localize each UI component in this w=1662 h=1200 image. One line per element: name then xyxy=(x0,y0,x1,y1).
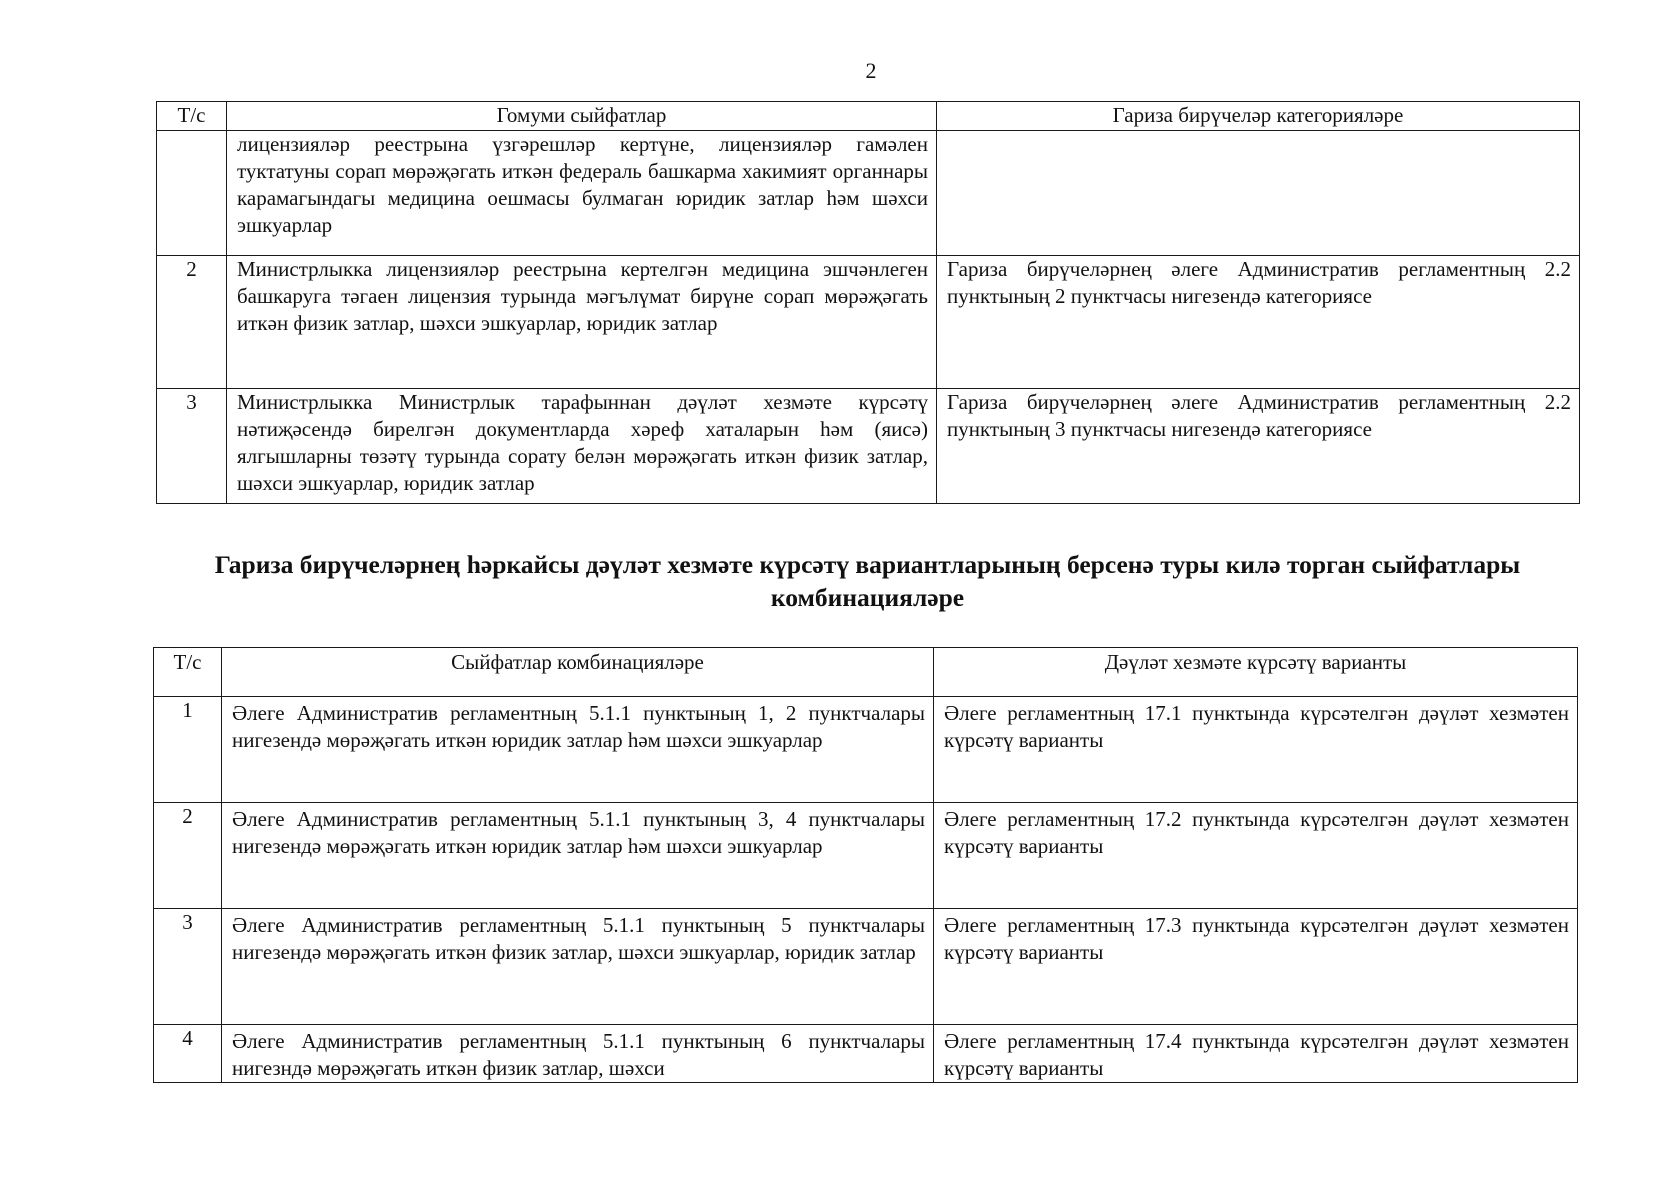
applicant-category-cell xyxy=(937,131,1580,256)
table-row xyxy=(154,909,1578,1025)
row-number: 1 xyxy=(154,697,222,803)
column-header-number: Т/с xyxy=(154,648,222,697)
table-row xyxy=(157,256,1580,389)
service-variant-cell: Әлеге регламентның 17.1 пунктында күрсәтелгән дәүләт хезмәтен күрсәтү варианты xyxy=(934,697,1578,803)
row-number xyxy=(157,131,227,256)
service-variant-cell: Әлеге регламентның 17.2 пунктында күрсәтелгән дәүләт хезмәтен күрсәтү варианты xyxy=(934,803,1578,909)
feature-combination-cell: Әлеге Административ регламентның 5.1.1 пунктының 6 пунктчалары нигезндә мөрәҗәгать иткән физик затлар, шәхси xyxy=(222,1025,934,1083)
column-header-applicant-categories: Гариза бирүчеләр категорияләре xyxy=(937,102,1580,131)
table-header-row xyxy=(157,102,1580,131)
row-number: 4 xyxy=(154,1025,222,1083)
applicant-category-cell: Гариза бирүчеләрнең әлеге Административ регламентның 2.2 пунктының 2 пунктчасы нигезендә категориясе xyxy=(937,256,1580,389)
applicant-categories-table xyxy=(156,101,1580,504)
general-features-cell: Министрлыкка лицензияләр реестрына кертелгән медицина эшчәнлеген башкаруга тәгаен лицензия турында мәгълүмат бирүне сорап мөрәҗәгать иткән физик затлар, шәхси эшкуарлар, юридик затлар xyxy=(227,256,937,389)
feature-combinations-table xyxy=(153,647,1578,1083)
feature-combination-cell: Әлеге Административ регламентның 5.1.1 пунктының 3, 4 пунктчалары нигезендә мөрәҗәгать иткән юридик затлар һәм шәхси эшкуарлар xyxy=(222,803,934,909)
general-features-cell: лицензияләр реестрына үзгәрешләр кертүне, лицензияләр гамәлен туктатуны сорап мөрәҗәгать иткән федераль башкарма хакимият органнары карамагындагы медицина оешмасы булмаган юридик затлар һәм шәхси эшкуарлар xyxy=(227,131,937,256)
general-features-cell: Министрлыкка Министрлык тарафыннан дәүләт хезмәте күрсәтү нәтиҗәсендә бирелгән документларда хәреф хаталарын һәм (яисә) ялгышларны төзәтү турында сорату белән мөрәҗәгать иткән физик затлар, шәхси эшкуарлар, юридик затлар xyxy=(227,389,937,504)
service-variant-cell: Әлеге регламентның 17.4 пунктында күрсәтелгән дәүләт хезмәтен күрсәтү варианты xyxy=(934,1025,1578,1083)
page-number: 2 xyxy=(865,58,877,83)
row-number: 3 xyxy=(157,389,227,504)
column-header-general-features: Гомуми сыйфатлар xyxy=(227,102,937,131)
section-title: Гариза бирүчеләрнең һәркайсы дәүләт хезмәте күрсәтү вариантларының берсенә туры килә торган сыйфатлары комбинацияләре xyxy=(214,550,1521,612)
column-header-service-variant: Дәүләт хезмәте күрсәтү варианты xyxy=(934,648,1578,697)
table-row xyxy=(157,389,1580,504)
feature-combination-cell: Әлеге Административ регламентның 5.1.1 пунктының 5 пунктчалары нигезендә мөрәҗәгать иткән физик затлар, шәхси эшкуарлар, юридик затлар xyxy=(222,909,934,1025)
table-row xyxy=(154,1025,1578,1083)
column-header-feature-combinations: Сыйфатлар комбинацияләре xyxy=(222,648,934,697)
table-header-row xyxy=(154,648,1578,697)
column-header-number: Т/с xyxy=(157,102,227,131)
row-number: 2 xyxy=(157,256,227,389)
table-row xyxy=(154,697,1578,803)
service-variant-cell: Әлеге регламентның 17.3 пунктында күрсәтелгән дәүләт хезмәтен күрсәтү варианты xyxy=(934,909,1578,1025)
row-number: 3 xyxy=(154,909,222,1025)
table-row xyxy=(157,131,1580,256)
feature-combination-cell: Әлеге Административ регламентның 5.1.1 пунктының 1, 2 пунктчалары нигезендә мөрәҗәгать иткән юридик затлар һәм шәхси эшкуарлар xyxy=(222,697,934,803)
row-number: 2 xyxy=(154,803,222,909)
table-row xyxy=(154,803,1578,909)
applicant-category-cell: Гариза бирүчеләрнең әлеге Административ регламентның 2.2 пунктының 3 пунктчасы нигезендә категориясе xyxy=(937,389,1580,504)
